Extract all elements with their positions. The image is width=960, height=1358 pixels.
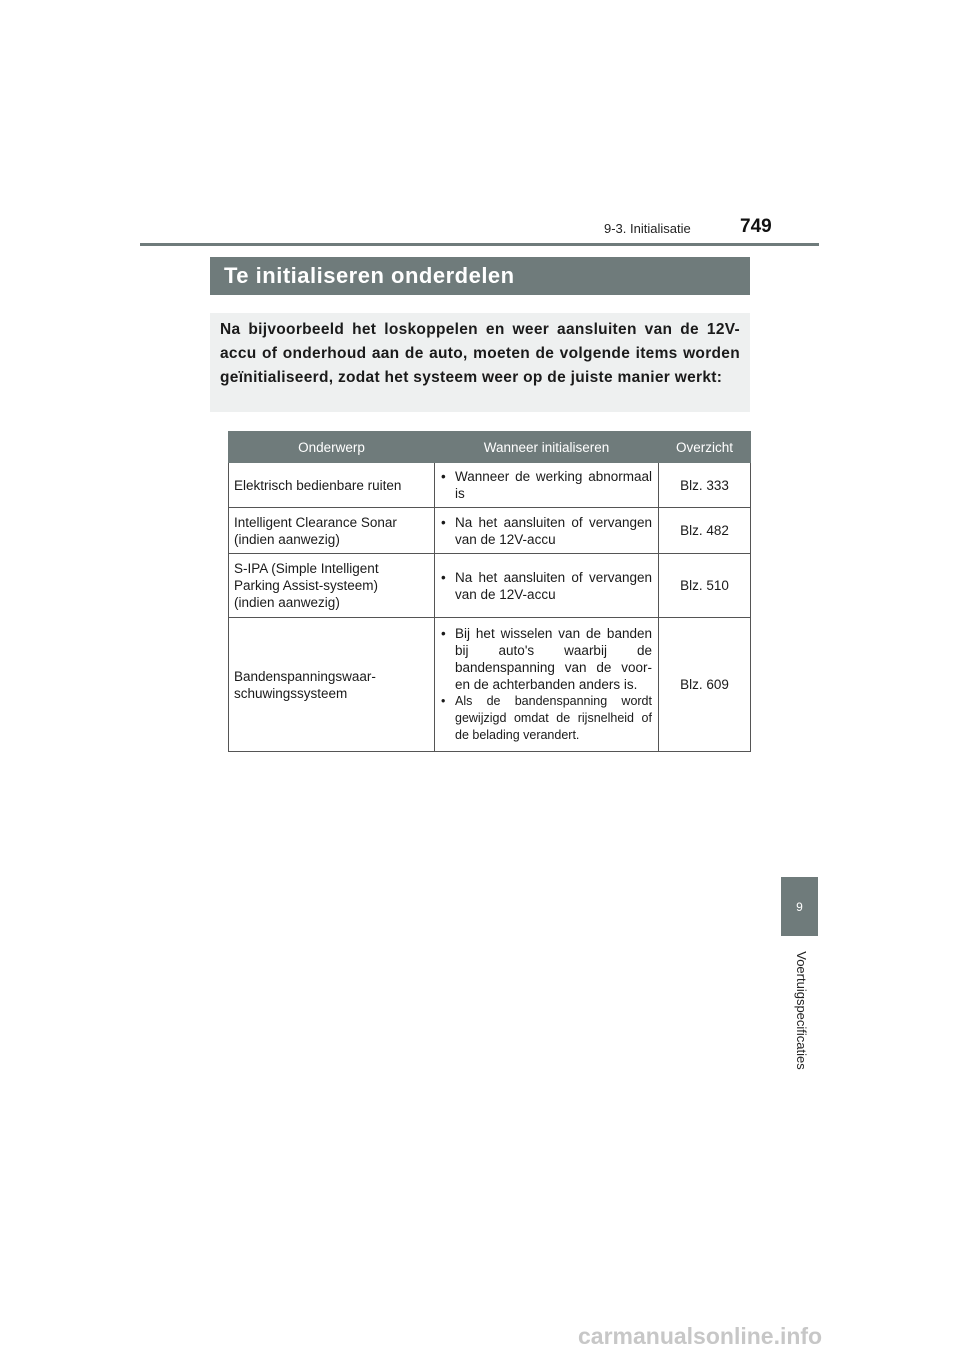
chapter-label — [775, 940, 827, 1080]
page-number: 749 — [740, 216, 772, 237]
cell-when — [435, 554, 659, 618]
when-item: • Na het aansluiten of vervangen van de 12V-accu — [441, 514, 652, 548]
chapter-tab: 9 — [781, 877, 818, 936]
table-header-row — [229, 432, 751, 463]
when-item: • Als de bandenspanning wordt gewijzigd omdat de rijsnelheid of de belading verandert. — [441, 693, 652, 744]
subject-line: Intelligent Clearance Sonar — [234, 514, 397, 530]
column-header-subject: Onderwerp — [229, 432, 435, 463]
subject-line: (indien aanwezig) — [234, 531, 340, 547]
when-item: • Na het aansluiten of vervangen van de 12V-accu — [441, 569, 652, 603]
table-row — [229, 508, 751, 554]
section-heading-text: Te initialiseren onderdelen — [224, 263, 515, 288]
cell-when — [435, 463, 659, 508]
subject-line: Parking Assist-systeem) — [234, 578, 379, 593]
table-row — [229, 554, 751, 618]
initialization-table — [228, 431, 751, 752]
subject-line: Bandenspanningswaar- — [234, 668, 376, 684]
cell-subject — [229, 618, 435, 752]
cell-subject — [229, 554, 435, 618]
when-item: • Bij het wisselen van de banden bij auto's waarbij de bandenspanning van de voor- en de achterbanden anders is. — [441, 625, 652, 693]
page-reference: Blz. 510 — [659, 554, 751, 618]
subject-line: Elektrisch bedienbare ruiten — [234, 477, 402, 493]
table-row — [229, 463, 751, 508]
cell-when — [435, 618, 659, 752]
subject-line: S-IPA (Simple Intelligent — [234, 561, 379, 576]
table-row — [229, 618, 751, 752]
when-item: • Wanneer de werking abnormaal is — [441, 468, 652, 502]
page-reference: Blz. 609 — [659, 618, 751, 752]
page-reference: Blz. 482 — [659, 508, 751, 554]
watermark: carmanualsonline.info — [578, 1323, 823, 1349]
column-header-overview: Overzicht — [659, 432, 751, 463]
section-heading — [210, 257, 750, 295]
cell-subject — [229, 463, 435, 508]
section-title: 9-3. Initialisatie — [604, 221, 691, 236]
cell-subject — [229, 508, 435, 554]
intro-box: Na bijvoorbeeld het loskoppelen en weer aansluiten van de 12V-accu of onderhoud aan de auto, moeten de volgende items worden geïnitialiseerd, zodat het systeem weer op de juiste manier werkt: — [210, 313, 750, 412]
chapter-label-text: Voertuigspecificaties — [793, 950, 809, 1070]
subject-line: schuwingssysteem — [234, 685, 348, 701]
column-header-when: Wanneer initialiseren — [435, 432, 659, 463]
cell-when — [435, 508, 659, 554]
header-divider — [140, 243, 819, 246]
subject-line: (indien aanwezig) — [234, 595, 340, 610]
page-reference: Blz. 333 — [659, 463, 751, 508]
